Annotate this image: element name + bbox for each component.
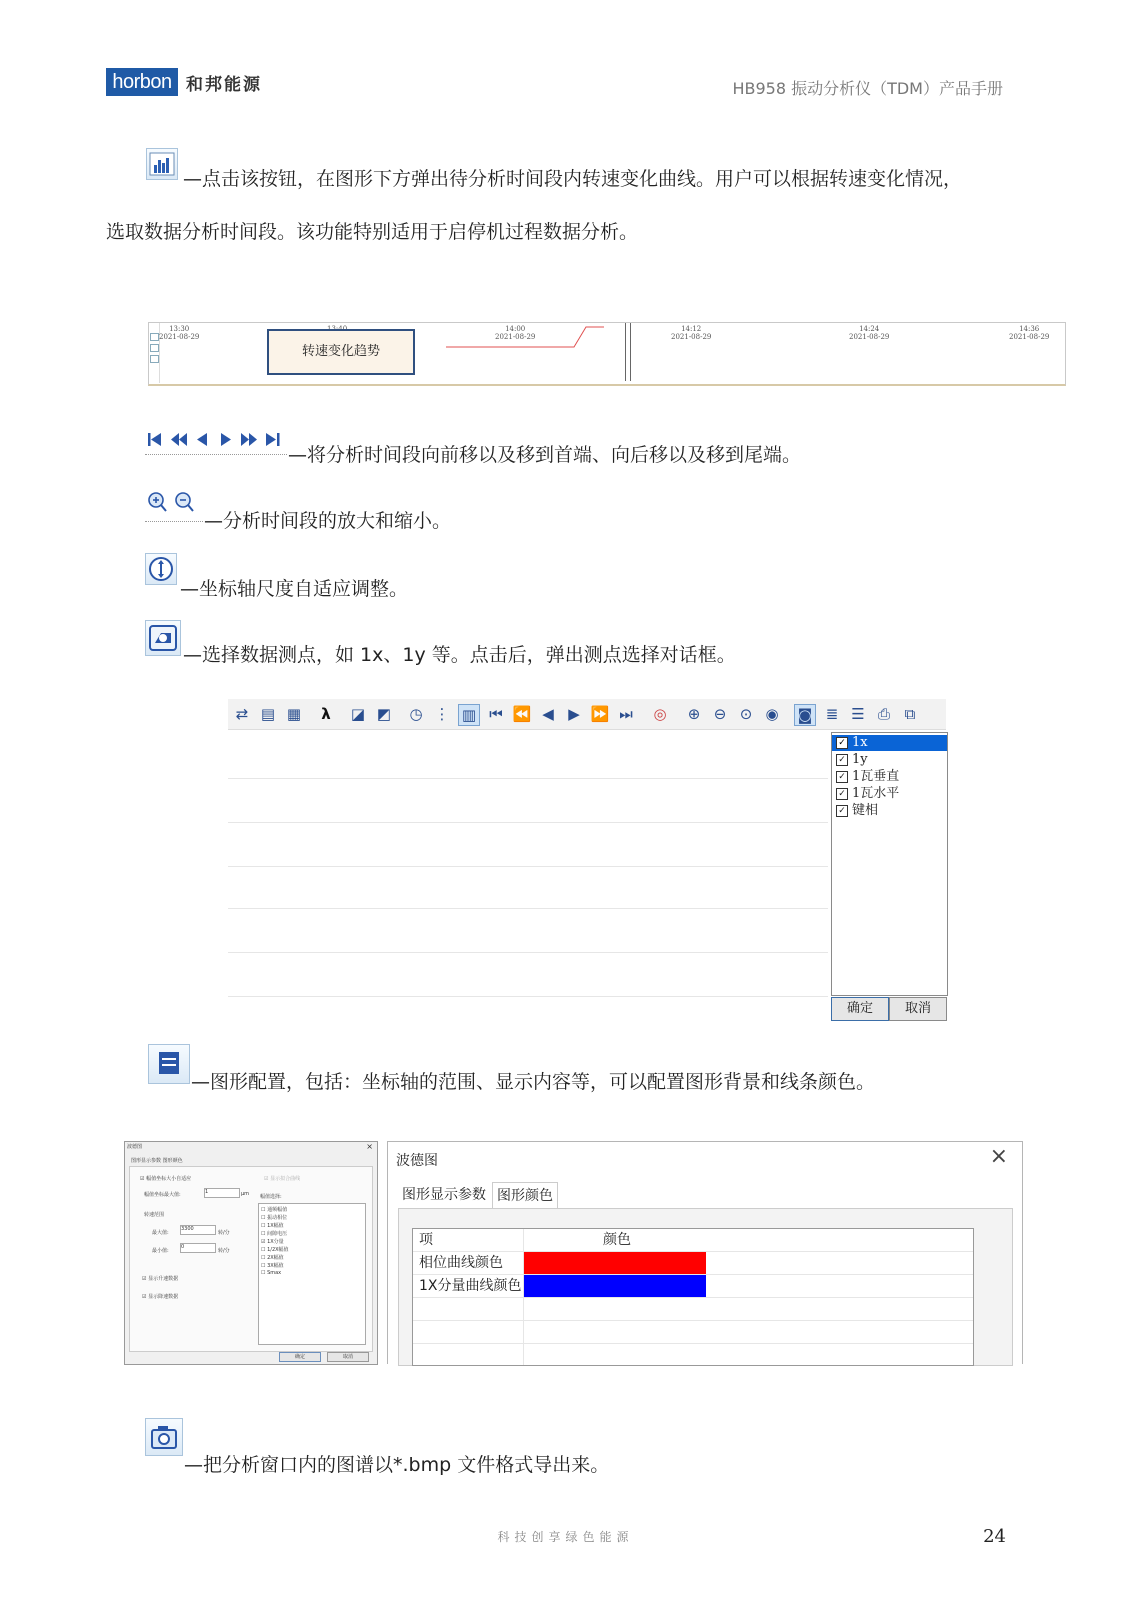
- max-unit: 转/分: [218, 1230, 230, 1236]
- next-icon[interactable]: ▶: [568, 705, 580, 723]
- trend-tick: 13:30 2021-08-29: [159, 325, 200, 341]
- paragraph-channel-select: —选择数据测点，如 1x、1y 等。点击后，弹出测点选择对话框。: [183, 644, 736, 666]
- trend-side-icon[interactable]: [150, 344, 159, 352]
- bode-config-dialog-small: [124, 1141, 378, 1365]
- color-row-label: 相位曲线颜色: [419, 1255, 503, 1271]
- paragraph-export: —把分析窗口内的图谱以*.bmp 文件格式导出来。: [184, 1454, 610, 1476]
- amp-option-list[interactable]: [258, 1203, 366, 1345]
- trend-tick: 14:36 2021-08-29: [1009, 325, 1050, 341]
- amp-select-label: 幅值选择:: [260, 1194, 282, 1200]
- color-row-label: 1X分量曲线颜色: [419, 1278, 522, 1294]
- dialog-title: 波德图: [396, 1153, 438, 1169]
- ok-button[interactable]: 确定: [831, 997, 889, 1021]
- speed-trend-label: 转速变化趋势: [267, 329, 415, 375]
- min-unit: 转/分: [218, 1248, 230, 1254]
- zoom-icon[interactable]: ⊙: [739, 705, 753, 723]
- zoom-out-icon[interactable]: ⊖: [713, 705, 727, 723]
- zoom-out-icon[interactable]: [176, 493, 193, 511]
- trend-chart-icon: [146, 148, 178, 180]
- last-icon[interactable]: [266, 433, 280, 446]
- dialog-title: 波德图: [127, 1144, 143, 1150]
- paragraph-trend-line2: 选取数据分析时间段。该功能特别适用于启停机过程数据分析。: [106, 221, 639, 243]
- page-number: 24: [983, 1526, 1006, 1547]
- amp-option[interactable]: ☐ 通频幅值: [261, 1207, 288, 1213]
- cursor-icon[interactable]: ⋮: [434, 705, 450, 723]
- channel-item[interactable]: ✓ 1瓦垂直: [836, 769, 899, 785]
- close-icon[interactable]: ×: [989, 1144, 1008, 1169]
- fast-forward-icon[interactable]: ⏩: [590, 705, 610, 723]
- link-icon[interactable]: ⇄: [235, 705, 249, 723]
- trend-tick: 14:24 2021-08-29: [849, 325, 890, 341]
- checkbox-icon[interactable]: ✓: [836, 805, 848, 817]
- tab-graph-color[interactable]: 图形颜色: [492, 1182, 558, 1209]
- company-logo: horbon: [106, 68, 178, 96]
- paragraph-auto-scale: —坐标轴尺度自适应调整。: [180, 578, 409, 600]
- amp-max-label: 幅值坐标最大值:: [144, 1192, 181, 1198]
- show-down-checkbox[interactable]: ☑ 显示降速数据: [142, 1294, 179, 1300]
- camera-icon[interactable]: ⎙: [877, 705, 890, 723]
- zoom-in-icon[interactable]: [149, 493, 166, 511]
- column-header-color: 颜色: [603, 1232, 631, 1248]
- trend-chart-icon[interactable]: ▥: [458, 704, 480, 726]
- checkbox-icon[interactable]: ✓: [836, 771, 848, 783]
- trend-side-icon[interactable]: [150, 355, 159, 363]
- lambda-icon[interactable]: λ: [321, 705, 331, 723]
- cancel-button[interactable]: 取消: [889, 997, 947, 1021]
- amp-option[interactable]: ☐ 振动相位: [261, 1215, 288, 1221]
- cancel-button[interactable]: 取消: [327, 1352, 369, 1362]
- show-fit-checkbox[interactable]: ☑ 显示拟合曲线: [264, 1176, 301, 1182]
- zoom-reset-icon[interactable]: ◎: [653, 705, 667, 723]
- fast-forward-icon[interactable]: [241, 433, 257, 446]
- amp-option[interactable]: ☐ 1X幅值: [261, 1223, 284, 1229]
- phase-color-swatch[interactable]: [524, 1252, 706, 1274]
- next-icon[interactable]: [221, 433, 231, 446]
- last-icon[interactable]: ⏭: [619, 705, 633, 723]
- clock-icon[interactable]: ◷: [409, 705, 423, 723]
- layers-icon[interactable]: ≣: [825, 705, 839, 723]
- speed-range-label: 转速范围: [144, 1212, 165, 1218]
- paragraph-trend-line1: —点击该按钮，在图形下方弹出待分析时间段内转速变化曲线。用户可以根据转速变化情况，: [183, 168, 963, 190]
- auto-scale-checkbox[interactable]: ☑ 幅值坐标大小自适应: [140, 1176, 192, 1182]
- amp-option[interactable]: ☐ 1/2X幅值: [261, 1247, 289, 1253]
- curve2-icon[interactable]: ◩: [376, 705, 392, 723]
- ok-button[interactable]: 确定: [279, 1352, 321, 1362]
- auto-scale-icon[interactable]: ◉: [765, 705, 779, 723]
- checkbox-icon[interactable]: ✓: [836, 737, 848, 749]
- copy-icon[interactable]: ⧉: [904, 705, 916, 723]
- paragraph-navigation: —将分析时间段向前移以及移到首端、向后移以及移到尾端。: [288, 444, 802, 466]
- color-table: [412, 1228, 974, 1366]
- paragraph-zoom: —分析时间段的放大和缩小。: [204, 510, 452, 532]
- amp-option[interactable]: ☑ 1X分量: [261, 1239, 284, 1245]
- paragraph-graph-config: —图形配置，包括：坐标轴的范围、显示内容等，可以配置图形背景和线条颜色。: [191, 1071, 876, 1093]
- speed-trend-strip: [148, 322, 1066, 386]
- curve-icon[interactable]: ◪: [350, 705, 366, 723]
- amp-option[interactable]: ☐ 3X幅值: [261, 1263, 284, 1269]
- first-icon[interactable]: ⏮: [489, 705, 503, 723]
- rewind-icon[interactable]: [171, 433, 187, 446]
- checkbox-icon[interactable]: ✓: [836, 788, 848, 800]
- graph-config-icon: [148, 1044, 190, 1084]
- tab-display-params[interactable]: 图形显示参数: [402, 1187, 486, 1203]
- show-up-checkbox[interactable]: ☑ 显示升速数据: [142, 1276, 179, 1282]
- footer-slogan: 科技创享绿色能源: [497, 1530, 634, 1544]
- zoom-toolbar: [145, 489, 203, 522]
- column-header-item: 项: [419, 1232, 433, 1248]
- channel-item[interactable]: ✓ 1x: [832, 735, 947, 751]
- camera-icon: [145, 1418, 183, 1456]
- prev-icon[interactable]: ◀: [542, 705, 554, 723]
- prev-icon[interactable]: [197, 433, 207, 446]
- amp-option[interactable]: ☐ 间隙电压: [261, 1231, 288, 1237]
- channel-item[interactable]: ✓ 键相: [836, 803, 878, 819]
- list-icon[interactable]: ▤: [260, 705, 276, 723]
- amp-max-input[interactable]: 1: [204, 1188, 240, 1198]
- document-title: HB958 振动分析仪（TDM）产品手册: [732, 79, 1003, 98]
- bode-config-dialog: [387, 1141, 1023, 1364]
- amp-unit: μm: [241, 1191, 250, 1197]
- amp-option[interactable]: ☐ 2X幅值: [261, 1255, 284, 1261]
- dialog-panel: [129, 1166, 373, 1352]
- table-icon[interactable]: ▦: [286, 705, 302, 723]
- select-channel-icon: [145, 620, 181, 656]
- channel-item[interactable]: ✓ 1y: [836, 752, 868, 768]
- analysis-toolbar: [228, 699, 946, 730]
- trend-side-icon[interactable]: [150, 333, 159, 341]
- first-icon[interactable]: [148, 433, 161, 446]
- min-label: 最小值:: [152, 1248, 169, 1254]
- trend-tick: 14:00 2021-08-29: [495, 325, 536, 341]
- company-name: 和邦能源: [186, 75, 262, 95]
- dialog-tabs[interactable]: 图形显示参数 图形颜色: [131, 1158, 183, 1164]
- close-icon[interactable]: ×: [366, 1142, 373, 1151]
- amp-option[interactable]: ☐ Smax: [261, 1270, 282, 1276]
- select-channel-icon[interactable]: ◙: [794, 704, 816, 726]
- auto-scale-icon: [145, 553, 177, 585]
- min-input[interactable]: 0: [180, 1243, 216, 1253]
- rewind-icon[interactable]: ⏪: [512, 705, 532, 723]
- channel-list[interactable]: [831, 732, 948, 996]
- config-icon[interactable]: ☰: [851, 705, 865, 723]
- speed-curve: [444, 323, 604, 353]
- time-range-cursor[interactable]: [625, 323, 631, 381]
- channel-item[interactable]: ✓ 1瓦水平: [836, 786, 899, 802]
- analysis-chart-area: [228, 730, 828, 1016]
- time-nav-toolbar: [145, 428, 287, 455]
- trend-tick: 14:12 2021-08-29: [671, 325, 712, 341]
- max-input[interactable]: 3300: [180, 1225, 216, 1235]
- zoom-in-icon[interactable]: ⊕: [687, 705, 701, 723]
- checkbox-icon[interactable]: ✓: [836, 754, 848, 766]
- 1x-color-swatch[interactable]: [524, 1275, 706, 1297]
- max-label: 最大值:: [152, 1230, 169, 1236]
